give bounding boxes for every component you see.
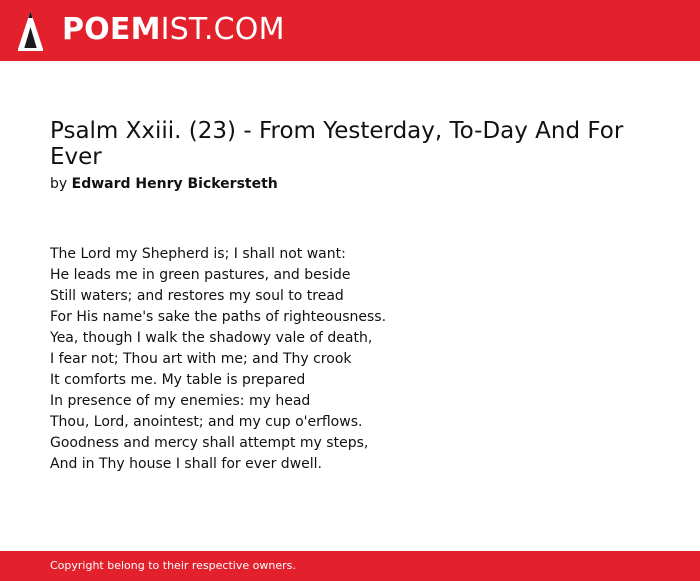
logo-text-light: IST.COM [160,12,285,47]
poem-line: In presence of my enemies: my head [50,393,311,409]
author-name: Edward Henry Bickersteth [71,176,278,192]
byline [50,175,278,193]
site-header [0,0,700,61]
poem-line: He leads me in green pastures, and beside [50,267,351,283]
poem-body [50,244,386,475]
poem-line: Thou, Lord, anointest; and my cup o'erflows. [50,414,363,430]
site-footer [0,551,700,581]
logo-text-bold: POEM [62,12,161,47]
poem-line: Still waters; and restores my soul to tread [50,288,344,304]
poem-line: Goodness and mercy shall attempt my steps, [50,435,369,451]
copyright-notice: Copyright belong to their respective owners. [50,559,296,572]
poem-title: Psalm Xxiii. (23) - From Yesterday, To-Day And For Ever [50,118,624,170]
poem-line: I fear not; Thou art with me; and Thy crook [50,351,352,367]
poem-line: The Lord my Shepherd is; I shall not want: [50,246,346,262]
poem-line: For His name's sake the paths of righteousness. [50,309,387,325]
poem-line: Yea, though I walk the shadowy vale of death, [50,330,373,346]
poem-line: It comforts me. My table is prepared [50,372,306,388]
poem-line: And in Thy house I shall for ever dwell. [50,456,322,472]
site-logo[interactable] [62,12,285,48]
by-label: by [50,176,68,192]
pen-nib-icon [18,11,43,51]
